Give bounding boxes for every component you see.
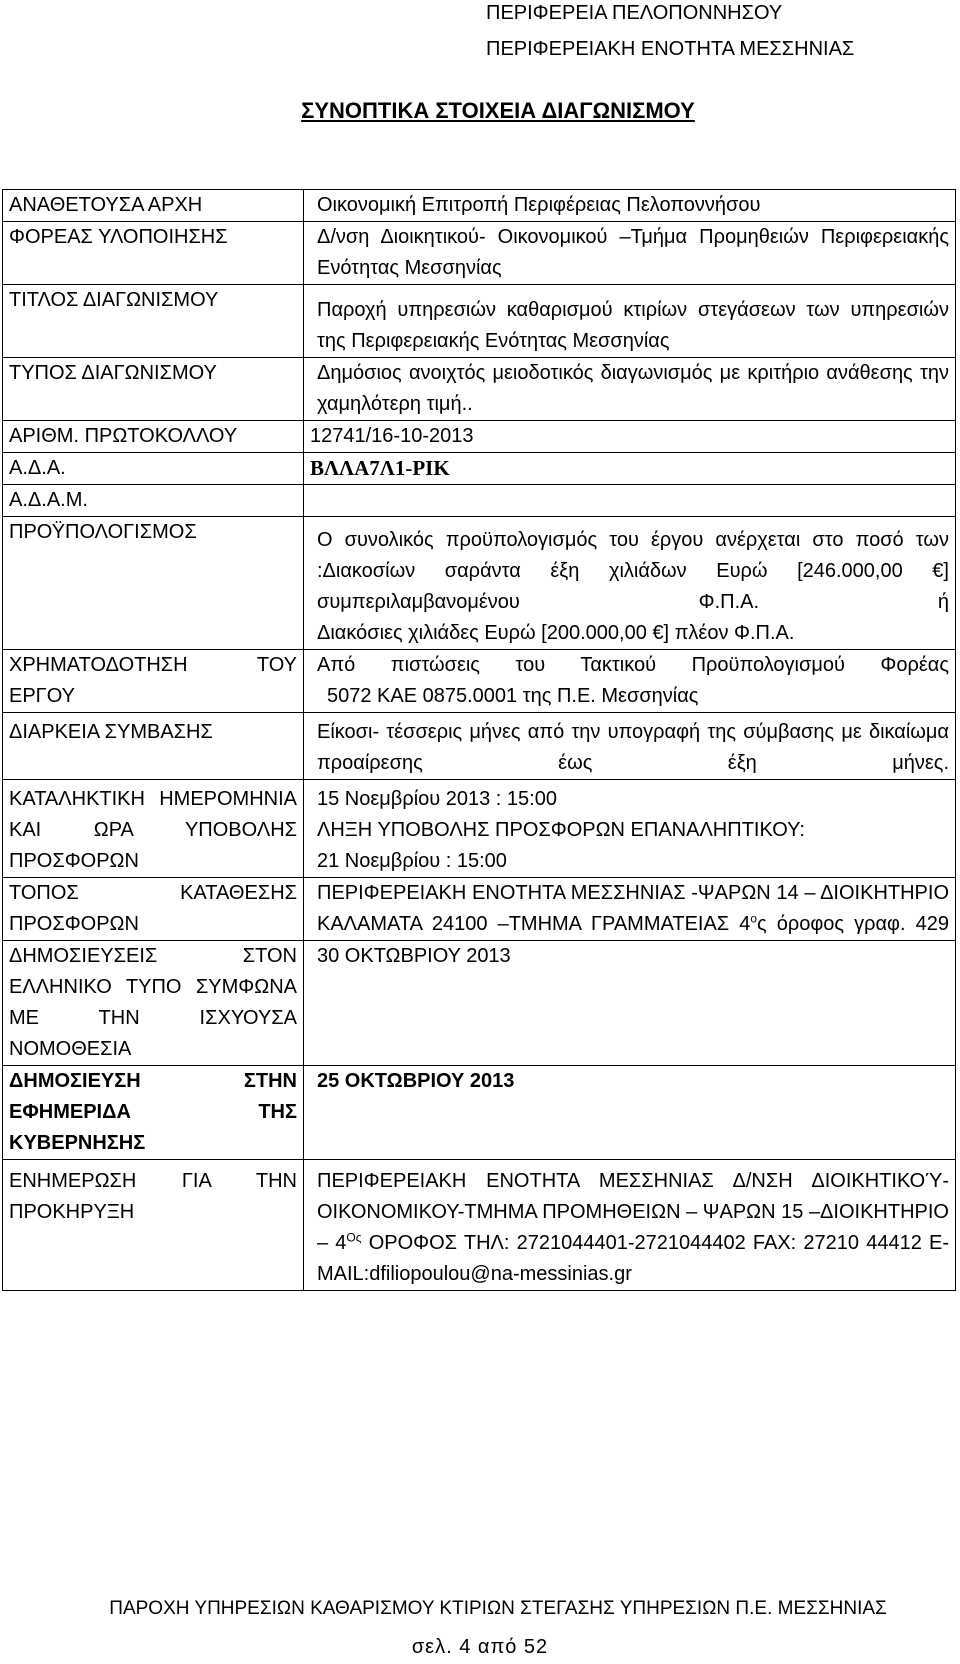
- deadline-repeat-label: ΛΗΞΗ ΥΠΟΒΟΛΗΣ ΠΡΟΣΦΟΡΩΝ ΕΠΑΝΑΛΗΠΤΙΚΟΥ:: [317, 819, 805, 841]
- funding-value-code: 5072 ΚΑΕ 0875.0001 της Π.Ε. Μεσσηνίας: [327, 685, 699, 707]
- tender-title-value: Παροχή υπηρεσιών καθαρισμού κτιρίων στεγάσεων των υπηρεσιών της Περιφερειακής Ενότητας Μεσσηνίας: [304, 285, 956, 358]
- tender-title-label: ΤΙΤΛΟΣ ΔΙΑΓΩΝΙΣΜΟΥ: [3, 285, 304, 358]
- page-number: σελ. 4 από 52: [411, 1636, 549, 1658]
- budget-label: ΠΡΟΫΠΟΛΟΓΙΣΜΟΣ: [3, 517, 304, 650]
- row-body: [3, 222, 956, 285]
- gazette-label: ΔΗΜΟΣΙΕΥΣΗ ΣΤΗΝ ΕΦΗΜΕΡΙΔΑ ΤΗΣ ΚΥΒΕΡΝΗΣΗΣ: [3, 1066, 304, 1160]
- row-info: [3, 1160, 956, 1291]
- info-value-sup: Ος: [346, 1230, 362, 1245]
- row-gazette: [3, 1066, 956, 1160]
- place-value-text: ΠΕΡΙΦΕΡΕΙΑΚΗ ΕΝΟΤΗΤΑ ΜΕΣΣΗΝΙΑΣ -ΨΑΡΩΝ 14 – ΔΙΟΙΚΗΤΗΡΙΟ ΚΑΛΑΜΑΤΑ 24100 –ΤΜΗΜΑ ΓΡΑΜΜΑΤΕΙΑΣ 4: [317, 882, 949, 935]
- ada-label: Α.Δ.Α.: [3, 453, 304, 485]
- row-deadline: [3, 780, 956, 878]
- row-tender-type: [3, 358, 956, 421]
- tender-summary-table: [2, 189, 956, 1291]
- header-region: ΠΕΡΙΦΕΡΕΙΑ ΠΕΛΟΠΟΝΝΗΣΟΥ: [486, 2, 783, 24]
- press-label: ΔΗΜΟΣΙΕΥΣΕΙΣ ΣΤΟΝ ΕΛΛΗΝΙΚΟ ΤΥΠΟ ΣΥΜΦΩΝΑ ΜΕ ΤΗΝ ΙΣΧΥΟΥΣΑ ΝΟΜΟΘΕΣΙΑ: [3, 941, 304, 1066]
- row-press: [3, 941, 956, 1066]
- ada-value: ΒΛΛΑ7Λ1-ΡΙΚ: [304, 453, 956, 485]
- duration-label: ΔΙΑΡΚΕΙΑ ΣΥΜΒΑΣΗΣ: [3, 713, 304, 780]
- funding-value: Από πιστώσεις του Τακτικού Προϋπολογισμού Φορέας: [317, 654, 949, 676]
- tender-type-label: ΤΥΠΟΣ ΔΙΑΓΩΝΙΣΜΟΥ: [3, 358, 304, 421]
- row-place: [3, 878, 956, 941]
- adam-value: [304, 485, 956, 517]
- authority-label: ΑΝΑΘΕΤΟΥΣΑ ΑΡΧΗ: [3, 190, 304, 222]
- row-funding: [3, 650, 956, 713]
- deadline-label: ΚΑΤΑΛΗΚΤΙΚΗ ΗΜΕΡΟΜΗΝΙΑ ΚΑΙ ΩΡΑ ΥΠΟΒΟΛΗΣ ΠΡΟΣΦΟΡΩΝ: [3, 780, 304, 878]
- gazette-value: 25 ΟΚΤΩΒΡΙΟΥ 2013: [304, 1066, 956, 1160]
- row-tender-title: [3, 285, 956, 358]
- row-duration: [3, 713, 956, 780]
- row-adam: [3, 485, 956, 517]
- row-authority: [3, 190, 956, 222]
- info-value: [304, 1160, 956, 1291]
- budget-value-net: Διακόσιες χιλιάδες Ευρώ [200.000,00 €] πλέον Φ.Π.Α.: [317, 622, 795, 644]
- body-label: ΦΟΡΕΑΣ ΥΛΟΠΟΙΗΣΗΣ: [3, 222, 304, 285]
- press-value: 30 ΟΚΤΩΒΡΙΟΥ 2013: [304, 941, 956, 1066]
- place-value-tail: ς όροφος γραφ. 429: [757, 913, 950, 935]
- document-title: ΣΥΝΟΠΤΙΚΑ ΣΤΟΙΧΕΙΑ ΔΙΑΓΩΝΙΣΜΟΥ: [301, 98, 695, 123]
- info-value-text: ΠΕΡΙΦΕΡΕΙΑΚΗ ΕΝΟΤΗΤΑ ΜΕΣΣΗΝΙΑΣ Δ/ΝΣΗ ΔΙΟΙΚΗΤΙΚΟΎ-ΟΙΚΟΝΟΜΙΚΟΥ-ΤΜΗΜΑ ΠΡΟΜΗΘΕΙΩΝ – ΨΑΡΩΝ 15 –ΔΙΟΙΚΗΤΗΡΙΟ – 4: [317, 1170, 949, 1254]
- info-label: ΕΝΗΜΕΡΩΣΗ ΓΙΑ ΤΗΝ ΠΡΟΚΗΡΥΞΗ: [3, 1160, 304, 1291]
- row-ada: [3, 453, 956, 485]
- tender-type-value: Δημόσιος ανοιχτός μειοδοτικός διαγωνισμός με κριτήριο ανάθεσης την χαμηλότερη τιμή..: [304, 358, 956, 421]
- place-value: [304, 878, 956, 941]
- info-value-tail: ΟΡΟΦΟΣ ΤΗΛ: 2721044401-2721044402 FAX: 27210 44412 Ε-MAIL:dfiliopoulou@na-messinias.gr: [317, 1232, 949, 1285]
- protocol-value: 12741/16-10-2013: [304, 421, 956, 453]
- row-protocol: [3, 421, 956, 453]
- budget-value: Ο συνολικός προϋπολογισμός του έργου ανέρχεται στο ποσό των :Διακοσίων σαράντα έξη χιλιάδων Ευρώ [246.000,00 €] συμπεριλαμβανομένου Φ.Π.Α. ή: [317, 529, 949, 613]
- place-value-sup: ο: [750, 911, 758, 926]
- funding-label: ΧΡΗΜΑΤΟΔΟΤΗΣΗ ΤΟΥ ΕΡΓΟΥ: [3, 650, 304, 713]
- footer-title: ΠΑΡΟΧΗ ΥΠΗΡΕΣΙΩΝ ΚΑΘΑΡΙΣΜΟΥ ΚΤΙΡΙΩΝ ΣΤΕΓΑΣΗΣ ΥΠΗΡΕΣΙΩΝ Π.Ε. ΜΕΣΣΗΝΙΑΣ: [109, 1598, 887, 1619]
- protocol-label: ΑΡΙΘΜ. ΠΡΩΤΟΚΟΛΛΟΥ: [3, 421, 304, 453]
- header-unit: ΠΕΡΙΦΕΡΕΙΑΚΗ ΕΝΟΤΗΤΑ ΜΕΣΣΗΝΙΑΣ: [486, 38, 855, 60]
- body-value: Δ/νση Διοικητικού- Οικονομικού –Τμήμα Προμηθειών Περιφερειακής Ενότητας Μεσσηνίας: [304, 222, 956, 285]
- row-budget: [3, 517, 956, 650]
- deadline-date: 15 Νοεμβρίου 2013 : 15:00: [317, 788, 557, 810]
- authority-value: Οικονομική Επιτροπή Περιφέρειας Πελοποννήσου: [304, 190, 956, 222]
- adam-label: Α.Δ.Α.Μ.: [3, 485, 304, 517]
- deadline-repeat-date: 21 Νοεμβρίου : 15:00: [317, 850, 507, 872]
- place-label: ΤΟΠΟΣ ΚΑΤΑΘΕΣΗΣ ΠΡΟΣΦΟΡΩΝ: [3, 878, 304, 941]
- duration-value: Είκοσι- τέσσερις μήνες από την υπογραφή της σύμβασης με δικαίωμα προαίρεσης έως έξη μήνες.: [304, 713, 956, 780]
